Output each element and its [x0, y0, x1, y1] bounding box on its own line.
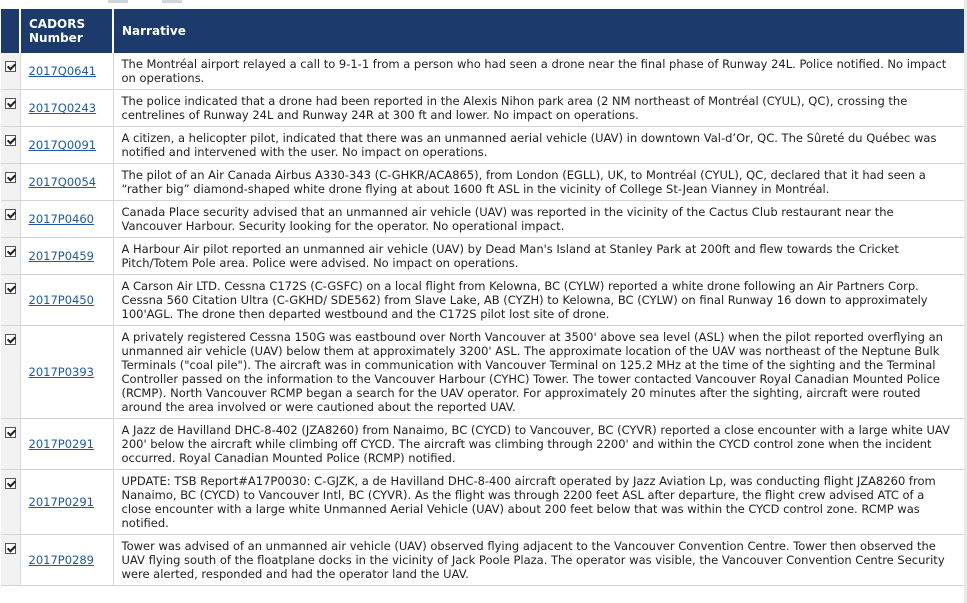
table-row	[1, 53, 964, 90]
row-select-cell	[1, 164, 20, 201]
row-checkbox[interactable]	[5, 427, 16, 438]
row-select-cell	[1, 326, 20, 419]
select-column-header	[1, 9, 20, 53]
table-row	[1, 326, 964, 419]
cadors-number-cell	[20, 470, 113, 535]
row-checkbox[interactable]	[5, 543, 16, 554]
table-row	[1, 164, 964, 201]
cadors-number-link[interactable]: 2017P0450	[28, 293, 94, 307]
table-row	[1, 419, 964, 470]
cadors-number-cell	[20, 164, 113, 201]
table-row	[1, 90, 964, 127]
row-checkbox[interactable]	[5, 209, 16, 220]
table-row	[1, 238, 964, 275]
cadors-number-link[interactable]: 2017Q0243	[28, 101, 97, 115]
cadors-number-header[interactable]: CADORS Number	[20, 9, 113, 53]
narrative-cell: The Montréal airport relayed a call to 9-1-1 from a person who had seen a drone near the final phase of Runway 24L. Police notified. No impact on operations.	[113, 53, 964, 90]
cadors-number-link[interactable]: 2017P0459	[28, 249, 94, 263]
cadors-number-cell	[20, 238, 113, 275]
table-row	[1, 535, 964, 586]
top-strip	[0, 0, 967, 9]
cadors-number-link[interactable]: 2017P0291	[28, 495, 94, 509]
cadors-number-link[interactable]: 2017Q0054	[28, 175, 97, 189]
row-select-cell	[1, 535, 20, 586]
table-row	[1, 201, 964, 238]
cadors-table	[1, 9, 964, 586]
table-row	[1, 275, 964, 326]
row-select-cell	[1, 275, 20, 326]
table-body	[1, 53, 964, 586]
narrative-cell: A Harbour Air pilot reported an unmanned air vehicle (UAV) by Dead Man's Island at Stanley Park at 200ft and flew towards the Cricket Pitch/Totem Pole area. Police were advised. No impact on operations.	[113, 238, 964, 275]
narrative-cell: A privately registered Cessna 150G was eastbound over North Vancouver at 3500' above sea level (ASL) when the pilot reported overflying an unmanned air vehicle (UAV) below them at approximately 3200' ASL. The approximate location of the UAV was northeast of the Neptune Bulk Terminals ("coal pile"). The aircraft was in communication with Vancouver Terminal on 125.2 MHz at the time of the sighting and the Terminal Controller passed on the information to the Vancouver Harbour (CYHC) Tower. The tower contacted Vancouver Royal Canadian Mounted Police (RCMP). North Vancouver RCMP began a search for the UAV operator. For approximately 20 minutes after the sighting, aircraft were routed around the area involved or were cautioned about the reported UAV.	[113, 326, 964, 419]
cadors-number-link[interactable]: 2017P0460	[28, 212, 94, 226]
cadors-number-link[interactable]: 2017Q0091	[28, 138, 97, 152]
row-select-cell	[1, 238, 20, 275]
row-select-cell	[1, 53, 20, 90]
pager-mark	[108, 0, 128, 3]
pager-mark	[162, 0, 182, 3]
cadors-number-cell	[20, 419, 113, 470]
cadors-number-link[interactable]: 2017Q0641	[28, 64, 97, 78]
row-checkbox[interactable]	[5, 172, 16, 183]
row-checkbox[interactable]	[5, 334, 16, 345]
narrative-cell: A citizen, a helicopter pilot, indicated that there was an unmanned aerial vehicle (UAV) in downtown Val-d’Or, QC. The Sûreté du Québec was notified and intervened with the user. No impact on operations.	[113, 127, 964, 164]
row-checkbox[interactable]	[5, 246, 16, 257]
cadors-number-cell	[20, 127, 113, 164]
table-row	[1, 470, 964, 535]
narrative-header[interactable]: Narrative	[113, 9, 964, 53]
row-checkbox[interactable]	[5, 61, 16, 72]
narrative-cell: The police indicated that a drone had been reported in the Alexis Nihon park area (2 NM northeast of Montréal (CYUL), QC), crossing the centrelines of Runway 24L and Runway 24R at 300 ft and lower. No impact on operations.	[113, 90, 964, 127]
narrative-cell: Canada Place security advised that an unmanned air vehicle (UAV) was reported in the vicinity of the Cactus Club restaurant near the Vancouver Harbour. Security looking for the operator. No operational impact.	[113, 201, 964, 238]
narrative-cell: A Carson Air LTD. Cessna C172S (C-GSFC) on a local flight from Kelowna, BC (CYLW) reported a white drone following an Air Partners Corp. Cessna 560 Citation Ultra (C-GKHD/ SDE562) from Slave Lake, AB (CYZH) to Kelowna, BC (CYLW) on final Runway 16 down to approximately 100'AGL. The drone then departed westbound and the C172S pilot lost site of drone.	[113, 275, 964, 326]
table-header-row	[1, 9, 964, 53]
cadors-number-cell	[20, 275, 113, 326]
cadors-number-cell	[20, 53, 113, 90]
cadors-number-cell	[20, 326, 113, 419]
row-select-cell	[1, 201, 20, 238]
row-select-cell	[1, 419, 20, 470]
row-checkbox[interactable]	[5, 98, 16, 109]
cadors-number-cell	[20, 201, 113, 238]
narrative-cell: Tower was advised of an unmanned air vehicle (UAV) observed flying adjacent to the Vancouver Convention Centre. Tower then observed the UAV flying south of the floatplane docks in the vicinity of Jack Poole Plaza. The operator was visible, the Vancouver Convention Centre Security were alerted, responded and had the operator land the UAV.	[113, 535, 964, 586]
table-row	[1, 127, 964, 164]
cadors-number-link[interactable]: 2017P0291	[28, 437, 94, 451]
cadors-number-cell	[20, 90, 113, 127]
cadors-number-link[interactable]: 2017P0289	[28, 553, 94, 567]
row-checkbox[interactable]	[5, 478, 16, 489]
cadors-number-link[interactable]: 2017P0393	[28, 365, 94, 379]
row-select-cell	[1, 470, 20, 535]
narrative-cell: A Jazz de Havilland DHC-8-402 (JZA8260) from Nanaimo, BC (CYCD) to Vancouver, BC (CYVR) reported a close encounter with a large white UAV 200' below the aircraft while climbing off CYCD. The aircraft was climbing through 2200' and within the CYCD control zone when the incident occurred. Royal Canadian Mounted Police (RCMP) notified.	[113, 419, 964, 470]
narrative-cell: UPDATE: TSB Report#A17P0030: C-GJZK, a de Havilland DHC-8-400 aircraft operated by Jazz Aviation Lp, was conducting flight JZA8260 from Nanaimo, BC (CYCD) to Vancouver Intl, BC (CYVR). As the flight was through 2200 feet ASL after departure, the flight crew advised ATC of a close encounter with a large white Unmanned Aerial Vehicle (UAV) about 200 feet below that was within the CYCD control zone. RCMP was notified.	[113, 470, 964, 535]
row-checkbox[interactable]	[5, 283, 16, 294]
row-select-cell	[1, 127, 20, 164]
cadors-number-cell	[20, 535, 113, 586]
row-checkbox[interactable]	[5, 135, 16, 146]
narrative-cell: The pilot of an Air Canada Airbus A330-343 (C-GHKR/ACA865), from London (EGLL), UK, to Montréal (CYUL), QC, declared that it had seen a “rather big” diamond-shaped white drone flying at about 1600 ft ASL in the vicinity of College St-Jean Vianney in Montréal.	[113, 164, 964, 201]
row-select-cell	[1, 90, 20, 127]
